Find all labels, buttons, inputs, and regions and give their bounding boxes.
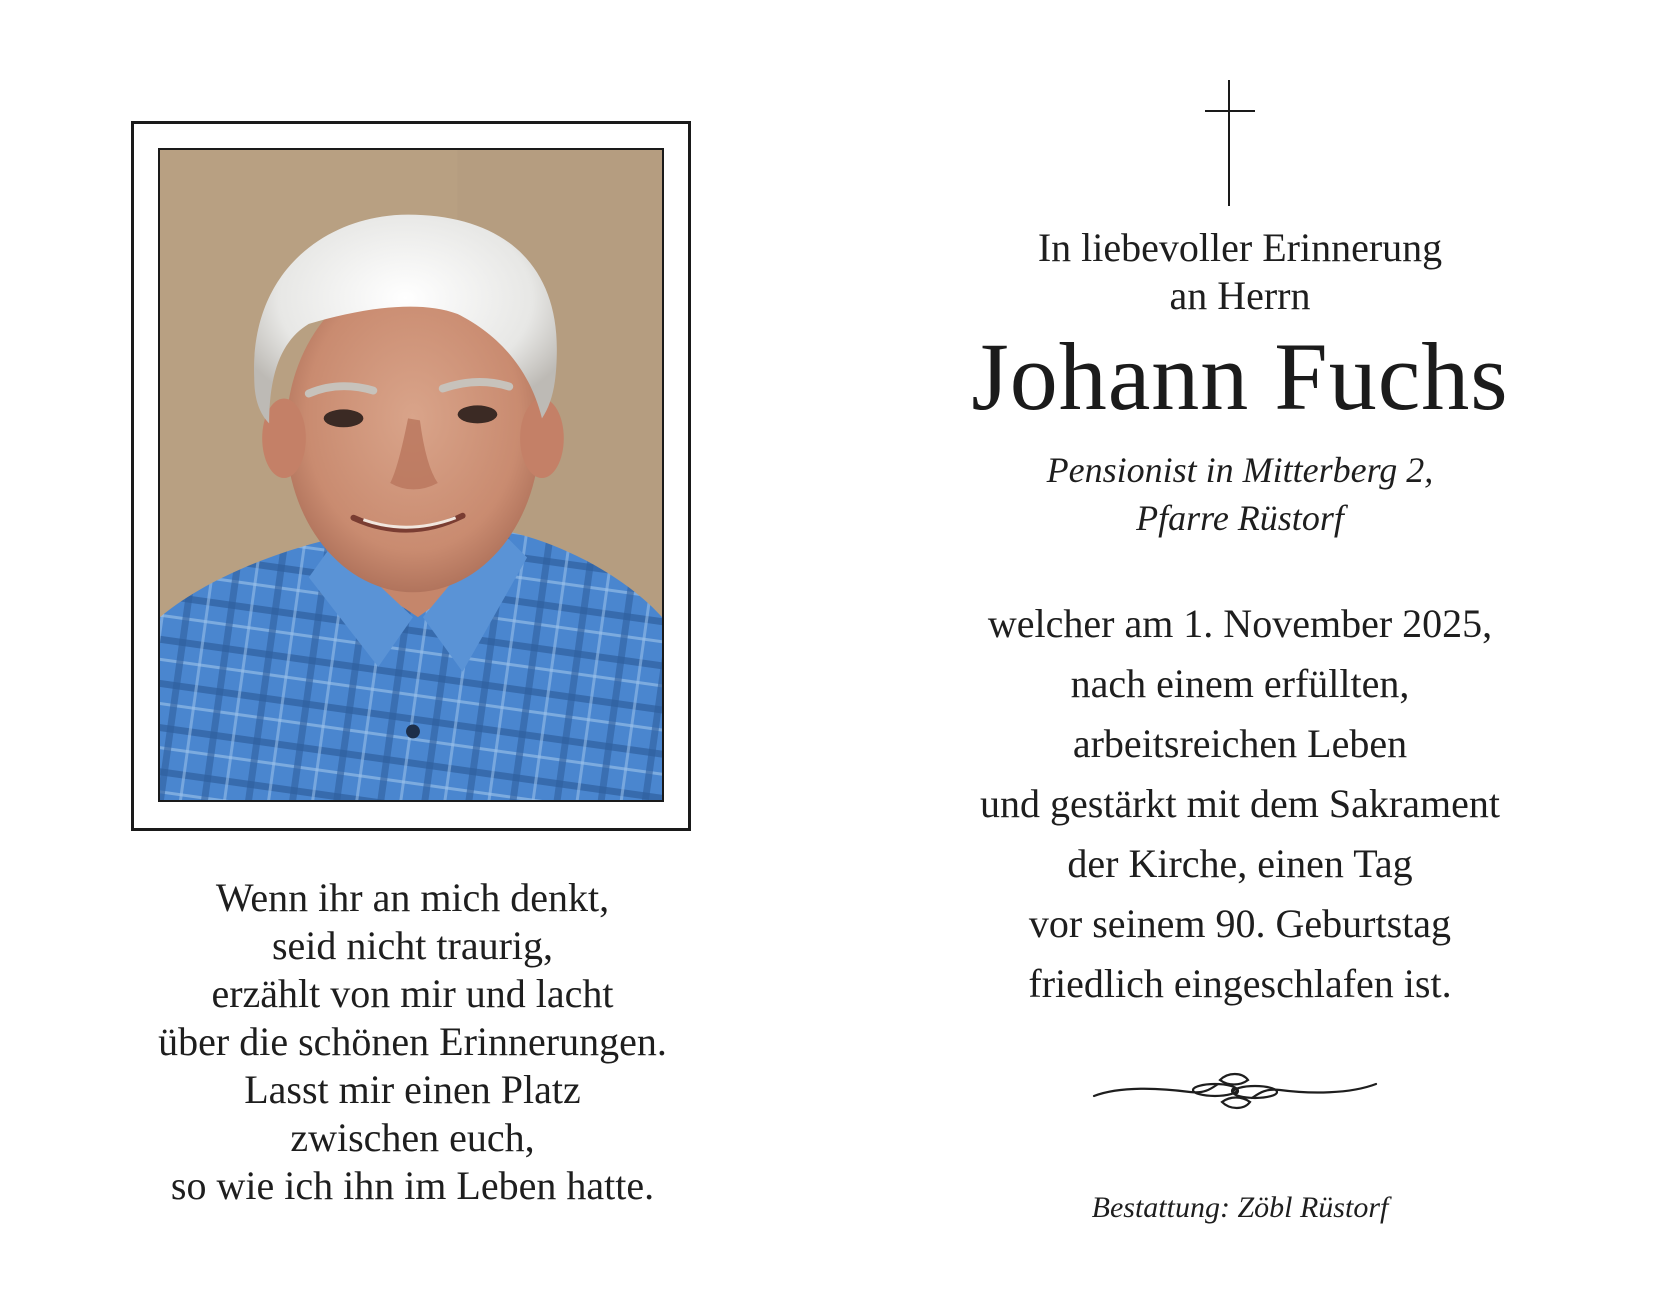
intro-line: In liebevoller Erinnerung <box>1037 225 1443 270</box>
portrait-photo <box>158 148 664 802</box>
photo-frame <box>131 121 691 831</box>
body-line: nach einem erfüllten, <box>1070 661 1410 706</box>
body-line: welcher am 1. November 2025, <box>987 601 1493 646</box>
poem-line: so wie ich ihn im Leben hatte. <box>170 1163 655 1208</box>
funeral-home: Bestattung: Zöbl Rüstorf <box>1091 1191 1389 1224</box>
poem-line: Lasst mir einen Platz <box>244 1067 581 1112</box>
flourish-ornament-icon <box>1090 1066 1380 1114</box>
body-line: arbeitsreichen Leben <box>1072 721 1408 766</box>
body-line: und gestärkt mit dem Sakrament <box>980 781 1500 826</box>
poem-line: zwischen euch, <box>290 1115 535 1160</box>
occupation-line: Pfarre Rüstorf <box>1136 498 1344 538</box>
deceased-name: Johann Fuchs <box>971 323 1509 430</box>
body-line: der Kirche, einen Tag <box>1067 841 1413 886</box>
intro-text <box>900 224 1580 320</box>
obituary-text <box>900 594 1580 1014</box>
cross-icon <box>1205 80 1255 206</box>
body-line: vor seinem 90. Geburtstag <box>1028 901 1452 946</box>
intro-line: an Herrn <box>1169 273 1311 318</box>
occupation-text <box>900 446 1580 542</box>
body-line: friedlich eingeschlafen ist. <box>1028 961 1452 1006</box>
poem-line: über die schönen Erinnerungen. <box>158 1019 667 1064</box>
poem-line: erzählt von mir und lacht <box>211 971 614 1016</box>
memorial-poem <box>60 874 765 1210</box>
poem-line: Wenn ihr an mich denkt, <box>215 875 610 920</box>
occupation-line: Pensionist in Mitterberg 2, <box>1046 450 1434 490</box>
poem-line: seid nicht traurig, <box>271 923 554 968</box>
